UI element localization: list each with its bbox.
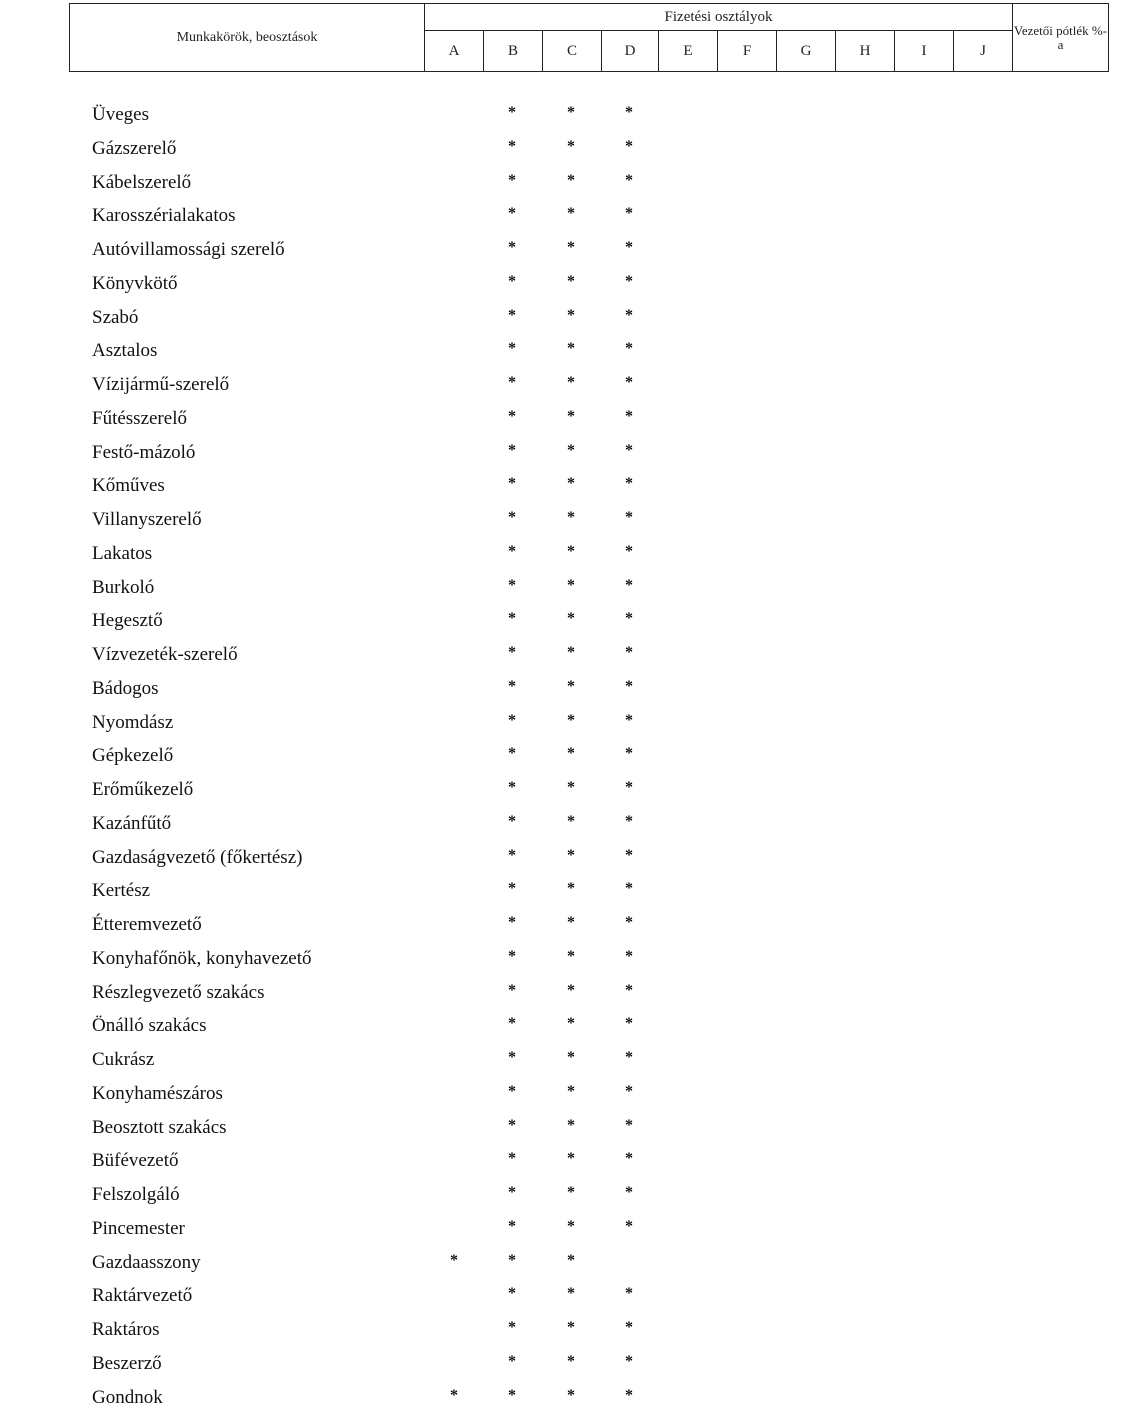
class-mark-c: *: [567, 981, 575, 999]
class-mark-a: *: [450, 1251, 458, 1269]
class-mark-d: *: [625, 677, 633, 695]
job-title: Gondnok: [92, 1386, 163, 1408]
class-mark-c: *: [567, 711, 575, 729]
class-mark-d: *: [625, 1217, 633, 1235]
class-header-b: B: [484, 31, 543, 72]
job-row: [0, 978, 1148, 1012]
class-mark-d: *: [625, 1285, 633, 1303]
job-title: Autóvillamossági szerelő: [92, 239, 285, 260]
class-mark-c: *: [567, 475, 575, 493]
class-mark-d: *: [625, 846, 633, 864]
job-title: Asztalos: [92, 340, 158, 362]
job-row: [0, 944, 1148, 978]
class-header-e: E: [659, 31, 718, 72]
pay-classes-header: Fizetési osztályok: [425, 4, 1013, 31]
job-row: [0, 1045, 1148, 1079]
class-mark-d: *: [625, 880, 633, 898]
job-title: Cukrász: [92, 1049, 155, 1070]
class-mark-c: *: [567, 137, 575, 155]
class-mark-c: *: [567, 576, 575, 594]
job-title: Gépkezelő: [92, 745, 174, 767]
class-header-g: G: [777, 31, 836, 72]
class-mark-b: *: [508, 374, 516, 391]
class-mark-b: *: [508, 1082, 516, 1100]
job-title: Gazdaasszony: [92, 1251, 201, 1273]
class-mark-d: *: [625, 610, 633, 628]
class-mark-d: *: [625, 104, 633, 121]
job-row: [0, 741, 1148, 775]
job-row: [0, 775, 1148, 809]
class-mark-c: *: [567, 1319, 575, 1336]
class-mark-a: *: [450, 1386, 458, 1404]
job-title: Burkoló: [92, 576, 155, 598]
class-mark-d: *: [625, 745, 633, 763]
class-mark-d: *: [625, 1319, 633, 1336]
job-row: [0, 1113, 1148, 1147]
class-mark-b: *: [508, 1217, 516, 1235]
job-row: [0, 843, 1148, 877]
class-mark-b: *: [508, 610, 516, 628]
job-title: Önálló szakács: [92, 1015, 207, 1037]
class-mark-c: *: [567, 272, 575, 290]
class-mark-b: *: [508, 745, 516, 763]
class-mark-d: *: [625, 171, 633, 189]
job-row: [0, 471, 1148, 505]
job-row: [0, 1349, 1148, 1383]
job-row: [0, 1180, 1148, 1214]
class-mark-b: *: [508, 677, 516, 695]
class-mark-d: *: [625, 542, 633, 560]
job-row: [0, 1214, 1148, 1248]
class-mark-d: *: [625, 576, 633, 594]
class-mark-b: *: [508, 644, 516, 661]
class-mark-c: *: [567, 407, 575, 425]
job-title: Lakatos: [92, 542, 153, 564]
class-mark-b: *: [508, 1049, 516, 1066]
class-header-h: H: [836, 31, 895, 72]
job-row: [0, 505, 1148, 539]
class-mark-c: *: [567, 542, 575, 560]
class-mark-c: *: [567, 104, 575, 121]
class-mark-c: *: [567, 1386, 575, 1404]
job-title: Festő-mázoló: [92, 441, 196, 463]
job-title: Raktárvezető: [92, 1285, 193, 1307]
class-mark-c: *: [567, 644, 575, 661]
class-mark-d: *: [625, 374, 633, 391]
job-row: [0, 1281, 1148, 1315]
job-row: [0, 201, 1148, 235]
job-row: [0, 235, 1148, 269]
job-title: Szabó: [92, 306, 139, 328]
class-mark-b: *: [508, 1116, 516, 1134]
class-mark-d: *: [625, 205, 633, 223]
class-mark-d: *: [625, 947, 633, 965]
class-mark-b: *: [508, 812, 516, 830]
class-mark-d: *: [625, 1386, 633, 1404]
job-title: Kőműves: [92, 475, 165, 497]
class-mark-d: *: [625, 509, 633, 526]
class-mark-d: *: [625, 475, 633, 493]
class-mark-c: *: [567, 1015, 575, 1033]
class-mark-b: *: [508, 947, 516, 965]
class-mark-c: *: [567, 509, 575, 526]
class-mark-b: *: [508, 441, 516, 459]
class-mark-d: *: [625, 306, 633, 324]
class-mark-b: *: [508, 137, 516, 155]
class-mark-c: *: [567, 846, 575, 864]
job-title: Bádogos: [92, 677, 159, 699]
job-title: Kazánfűtő: [92, 812, 172, 834]
class-mark-c: *: [567, 239, 575, 256]
job-title: Nyomdász: [92, 711, 174, 733]
class-mark-c: *: [567, 880, 575, 898]
class-mark-b: *: [508, 104, 516, 121]
class-mark-d: *: [625, 981, 633, 999]
job-title: Kábelszerelő: [92, 171, 192, 193]
class-mark-d: *: [625, 1352, 633, 1370]
leader-bonus-header: Vezetői pótlék %-a: [1013, 4, 1109, 72]
class-mark-b: *: [508, 205, 516, 223]
job-title: Üveges: [92, 104, 149, 125]
class-mark-c: *: [567, 1049, 575, 1066]
job-title: Villanyszerelő: [92, 509, 202, 530]
class-mark-d: *: [625, 239, 633, 256]
job-title: Beszerző: [92, 1352, 162, 1374]
job-row: [0, 539, 1148, 573]
class-mark-b: *: [508, 171, 516, 189]
job-row: [0, 1146, 1148, 1180]
job-title: Erőműkezelő: [92, 779, 194, 800]
class-mark-b: *: [508, 1285, 516, 1303]
class-mark-b: *: [508, 779, 516, 796]
job-row: [0, 1315, 1148, 1349]
class-mark-c: *: [567, 441, 575, 459]
job-title: Fűtésszerelő: [92, 407, 187, 429]
class-mark-c: *: [567, 1352, 575, 1370]
job-row: [0, 370, 1148, 404]
class-mark-b: *: [508, 711, 516, 729]
class-mark-d: *: [625, 407, 633, 425]
job-title: Hegesztő: [92, 610, 163, 632]
job-row: [0, 134, 1148, 168]
class-mark-d: *: [625, 1082, 633, 1100]
class-mark-b: *: [508, 576, 516, 594]
class-mark-b: *: [508, 981, 516, 999]
job-title: Karosszérialakatos: [92, 205, 236, 227]
job-row: [0, 910, 1148, 944]
job-title: Vízvezeték-szerelő: [92, 644, 238, 665]
job-title: Étteremvezető: [92, 914, 202, 935]
job-title: Kertész: [92, 880, 151, 902]
class-mark-c: *: [567, 812, 575, 830]
class-mark-d: *: [625, 711, 633, 729]
class-mark-b: *: [508, 407, 516, 425]
class-mark-d: *: [625, 1049, 633, 1066]
class-mark-c: *: [567, 947, 575, 965]
class-mark-b: *: [508, 1184, 516, 1201]
class-mark-d: *: [625, 441, 633, 459]
job-title: Vízijármű-szerelő: [92, 374, 230, 395]
job-row: [0, 1383, 1148, 1417]
job-row: [0, 404, 1148, 438]
class-mark-c: *: [567, 1217, 575, 1235]
class-mark-d: *: [625, 1015, 633, 1033]
class-mark-d: *: [625, 914, 633, 931]
class-mark-c: *: [567, 677, 575, 695]
job-title: Beosztott szakács: [92, 1116, 227, 1138]
pay-class-header-table: [69, 3, 1109, 72]
job-list: [0, 100, 1148, 1416]
class-mark-b: *: [508, 880, 516, 898]
job-row: [0, 674, 1148, 708]
job-row: [0, 303, 1148, 337]
class-mark-b: *: [508, 1251, 516, 1269]
class-mark-c: *: [567, 914, 575, 931]
class-mark-c: *: [567, 1285, 575, 1303]
class-mark-b: *: [508, 1386, 516, 1404]
job-row: [0, 1011, 1148, 1045]
class-mark-c: *: [567, 1251, 575, 1269]
class-mark-c: *: [567, 1082, 575, 1100]
job-title: Gázszerelő: [92, 137, 177, 159]
job-title: Könyvkötő: [92, 272, 178, 294]
class-mark-d: *: [625, 1150, 633, 1168]
class-mark-d: *: [625, 812, 633, 830]
class-mark-c: *: [567, 171, 575, 189]
job-title: Felszolgáló: [92, 1184, 180, 1205]
job-title: Gazdaságvezető (főkertész): [92, 846, 303, 868]
job-title: Pincemester: [92, 1217, 185, 1239]
class-mark-b: *: [508, 340, 516, 358]
class-mark-d: *: [625, 137, 633, 155]
jobs-column-header: Munkakörök, beosztások: [70, 4, 425, 72]
class-mark-b: *: [508, 272, 516, 290]
job-row: [0, 100, 1148, 134]
class-mark-b: *: [508, 509, 516, 526]
job-title: Konyhamészáros: [92, 1082, 223, 1104]
class-mark-c: *: [567, 340, 575, 358]
class-mark-b: *: [508, 914, 516, 931]
job-row: [0, 1079, 1148, 1113]
class-header-d: D: [602, 31, 659, 72]
job-row: [0, 640, 1148, 674]
job-row: [0, 606, 1148, 640]
class-mark-c: *: [567, 745, 575, 763]
class-mark-b: *: [508, 239, 516, 256]
class-mark-d: *: [625, 779, 633, 796]
job-row: [0, 1248, 1148, 1282]
class-mark-b: *: [508, 542, 516, 560]
class-mark-d: *: [625, 1184, 633, 1201]
class-mark-d: *: [625, 1116, 633, 1134]
job-title: Konyhafőnök, konyhavezető: [92, 947, 312, 969]
class-mark-b: *: [508, 1015, 516, 1033]
class-mark-c: *: [567, 1116, 575, 1134]
job-row: [0, 809, 1148, 843]
class-mark-b: *: [508, 475, 516, 493]
class-mark-b: *: [508, 1319, 516, 1336]
class-mark-b: *: [508, 1352, 516, 1370]
class-mark-c: *: [567, 205, 575, 223]
class-mark-d: *: [625, 272, 633, 290]
job-row: [0, 168, 1148, 202]
class-header-j: J: [954, 31, 1013, 72]
job-row: [0, 708, 1148, 742]
class-header-f: F: [718, 31, 777, 72]
class-mark-c: *: [567, 306, 575, 324]
class-header-c: C: [543, 31, 602, 72]
class-header-a: A: [425, 31, 484, 72]
class-header-i: I: [895, 31, 954, 72]
class-mark-c: *: [567, 1150, 575, 1168]
class-mark-c: *: [567, 1184, 575, 1201]
class-mark-c: *: [567, 374, 575, 391]
job-title: Raktáros: [92, 1319, 160, 1340]
class-mark-b: *: [508, 846, 516, 864]
class-mark-b: *: [508, 1150, 516, 1168]
job-row: [0, 438, 1148, 472]
job-row: [0, 269, 1148, 303]
job-title: Részlegvezető szakács: [92, 981, 265, 1003]
job-row: [0, 336, 1148, 370]
class-mark-d: *: [625, 340, 633, 358]
job-title: Büfévezető: [92, 1150, 179, 1172]
job-row: [0, 573, 1148, 607]
class-mark-b: *: [508, 306, 516, 324]
class-mark-d: *: [625, 644, 633, 661]
class-mark-c: *: [567, 610, 575, 628]
class-mark-c: *: [567, 779, 575, 796]
job-row: [0, 876, 1148, 910]
